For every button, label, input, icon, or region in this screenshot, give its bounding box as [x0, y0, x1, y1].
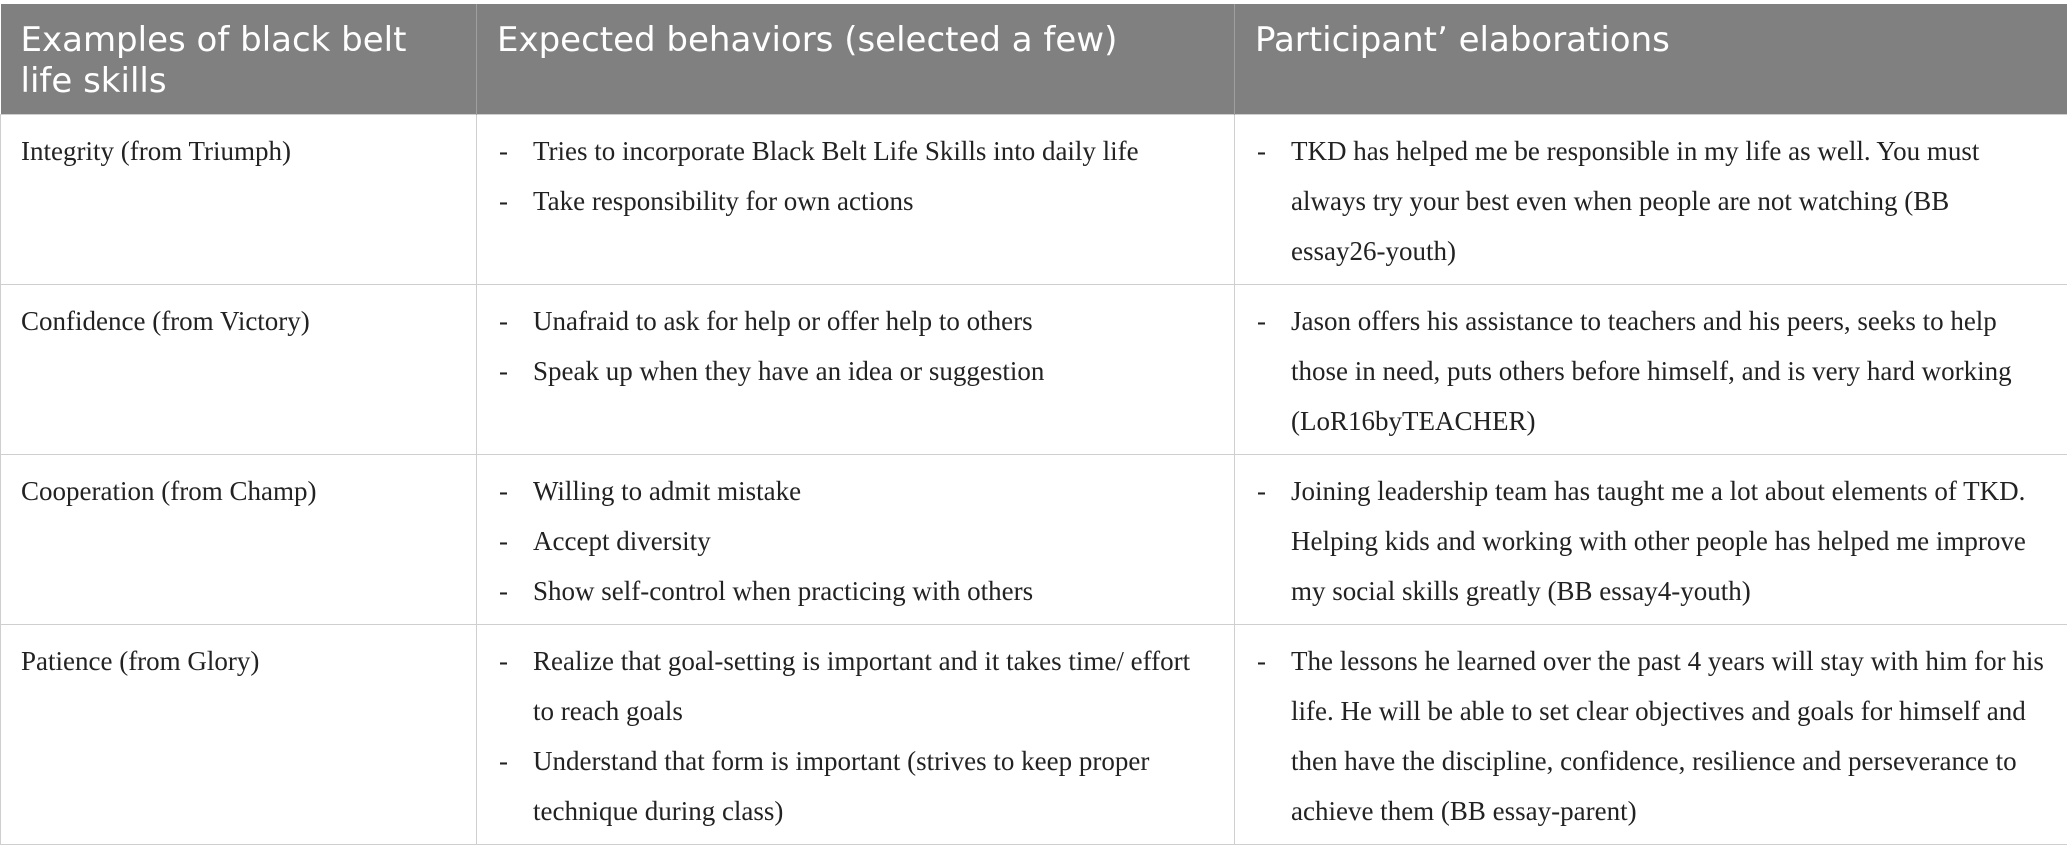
list-item [497, 296, 1214, 346]
behaviors-list [477, 285, 1234, 404]
bullet-dash: - [499, 346, 508, 396]
skill-cell: Patience (from Glory) [1, 625, 477, 845]
header-elaborations: Participant’ elaborations [1235, 4, 2067, 115]
header-skills: Examples of black belt life skills [1, 4, 477, 115]
behavior-text: Speak up when they have an idea or suggestion [533, 356, 1044, 386]
list-item [1255, 636, 2047, 836]
list-item [497, 346, 1214, 396]
life-skills-table-container [0, 4, 2067, 845]
behavior-text: Accept diversity [533, 526, 711, 556]
behaviors-list [477, 455, 1234, 624]
behaviors-cell [477, 285, 1235, 455]
bullet-dash: - [499, 466, 508, 516]
list-item [497, 126, 1214, 176]
list-item [497, 466, 1214, 516]
behaviors-cell [477, 455, 1235, 625]
list-item [497, 516, 1214, 566]
behaviors-list [477, 625, 1234, 844]
elaborations-list [1235, 285, 2067, 454]
table-header [1, 4, 2067, 115]
elaborations-cell [1235, 285, 2067, 455]
life-skills-table [0, 4, 2067, 845]
table-row [1, 115, 2067, 285]
skill-cell: Integrity (from Triumph) [1, 115, 477, 285]
list-item [497, 566, 1214, 616]
table-row [1, 625, 2067, 845]
bullet-dash: - [499, 636, 508, 686]
behavior-text: Understand that form is important (strives to keep proper technique during class) [533, 746, 1149, 826]
bullet-dash: - [499, 126, 508, 176]
list-item [1255, 466, 2047, 616]
elaborations-cell [1235, 625, 2067, 845]
behavior-text: Realize that goal-setting is important and it takes time/ effort to reach goals [533, 646, 1190, 726]
elaborations-list [1235, 115, 2067, 284]
elaboration-text: TKD has helped me be responsible in my life as well. You must always try your best even when people are not watching (BB essay26-youth) [1291, 136, 1979, 266]
elaborations-cell [1235, 115, 2067, 285]
list-item [1255, 296, 2047, 446]
bullet-dash: - [499, 176, 508, 226]
table-body [1, 115, 2067, 845]
bullet-dash: - [1257, 636, 1266, 686]
behaviors-list [477, 115, 1234, 234]
header-row [1, 4, 2067, 115]
bullet-dash: - [1257, 466, 1266, 516]
elaborations-list [1235, 455, 2067, 624]
bullet-dash: - [1257, 296, 1266, 346]
list-item [497, 736, 1214, 836]
table-row [1, 285, 2067, 455]
bullet-dash: - [499, 296, 508, 346]
header-behaviors: Expected behaviors (selected a few) [477, 4, 1235, 115]
skill-cell: Confidence (from Victory) [1, 285, 477, 455]
list-item [1255, 126, 2047, 276]
behavior-text: Take responsibility for own actions [533, 186, 914, 216]
elaborations-list [1235, 625, 2067, 844]
elaboration-text: The lessons he learned over the past 4 years will stay with him for his life. He will be able to set clear objectives and goals for himself and then have the discipline, confidence, resilience and perseverance to achieve them (BB essay-parent) [1291, 646, 2044, 826]
elaboration-text: Jason offers his assistance to teachers and his peers, seeks to help those in need, puts others before himself, and is very hard working (LoR16byTEACHER) [1291, 306, 2012, 436]
behavior-text: Willing to admit mistake [533, 476, 801, 506]
skill-cell: Cooperation (from Champ) [1, 455, 477, 625]
bullet-dash: - [499, 566, 508, 616]
behavior-text: Tries to incorporate Black Belt Life Skills into daily life [533, 136, 1139, 166]
table-row [1, 455, 2067, 625]
behaviors-cell [477, 625, 1235, 845]
bullet-dash: - [499, 516, 508, 566]
elaboration-text: Joining leadership team has taught me a lot about elements of TKD. Helping kids and working with other people has helped me improve my social skills greatly (BB essay4-youth) [1291, 476, 2026, 606]
list-item [497, 176, 1214, 226]
elaborations-cell [1235, 455, 2067, 625]
behavior-text: Show self-control when practicing with others [533, 576, 1033, 606]
behavior-text: Unafraid to ask for help or offer help to others [533, 306, 1033, 336]
bullet-dash: - [499, 736, 508, 786]
behaviors-cell [477, 115, 1235, 285]
list-item [497, 636, 1214, 736]
bullet-dash: - [1257, 126, 1266, 176]
